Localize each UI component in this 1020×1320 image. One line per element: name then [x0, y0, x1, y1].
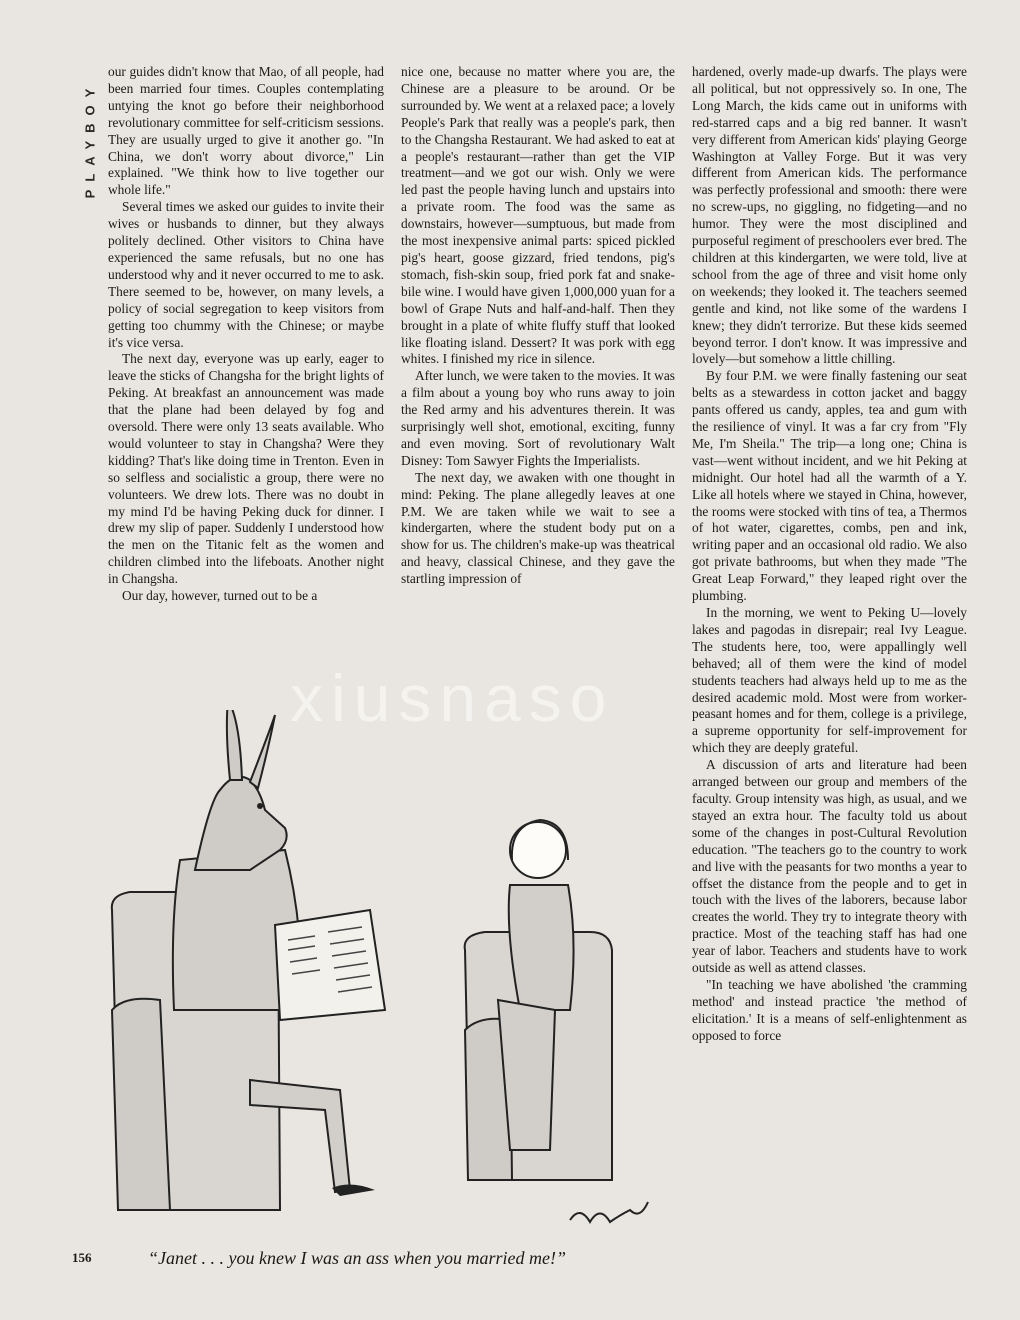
- paragraph: After lunch, we were taken to the movies. It was a film about a young boy who runs away to join the Red army and his adventures therein. It was surprisingly well shot, emotional, exciting, funny and even moving. Sort of revolutionary Walt Disney: Tom Sawyer Fights the Imperialists.: [401, 368, 675, 468]
- paragraph: Our day, however, turned out to be a: [122, 588, 318, 604]
- paragraph: A discussion of arts and literature had been arranged between our group and members of the faculty. Group intensity was high, as usual, and we stayed an extra hour. The faculty told us about some of the changes in post-Cultural Revolution education. "The teachers go to the country to work and live with the peasants for two months a year to offset the distance from the people and to get in touch with the lives of the laborers, because labor creates the world. They try to integrate theory with practice. Most of the teaching staff has had one year of labor. Teachers and students have to work outside as well as attend classes.: [692, 757, 967, 976]
- brand-label: PLAYBOY: [82, 80, 98, 198]
- paragraph: By four P.M. we were finally fastening our seat belts as a stewardess in cotton jacket and baggy pants offered us candy, apples, tea and gum with the resilience of vinyl. It was a far cry from "Fly Me, I'm Sheila." The trip—a long one; China is vast—went without incident, and we hit Peking at midnight. Our hotel had all the warmth of a Y. Like all hotels where we stayed in China, however, the rooms were stocked with tins of tea, a Thermos of hot water, cigarettes, combs, pen and ink, writing paper and an occasional old radio. We also got private bathrooms, but when they made "The Great Leap Forward," they leaped right over the plumbing.: [692, 368, 967, 604]
- text-column-1: [108, 64, 384, 698]
- text-column-2: [401, 64, 675, 698]
- cartoon-caption: “Janet . . . you knew I was an ass when you married me!”: [148, 1248, 566, 1268]
- magazine-brand-vertical: [80, 64, 100, 214]
- paragraph: nice one, because no matter where you are, the Chinese are a pleasure to be around. Or be surrounded by. We went at a relaxed pace; a lovely People's Park that really was a people's park, then to the Changsha Restaurant. We had asked to eat at a people's restaurant—rather than get the VIP treatment—and we got our wish. Only we were led past the people having lunch and upstairs into a private room. The food was the same as downstairs, however—sumptuous, but made from the most inexpensive animal parts: spiced pickled pig's heart, goose gizzard, fried tendons, pig's stomach, fish-skin soup, fried pork fat and snake-bile wine. I would have given 1,000,000 yuan for a bowl of Grape Nuts and half-and-half. Then they brought in a plate of white fluffy stuff that looked like floating island. Dessert? It was pork with egg whites. I finished my rice in silence.: [401, 64, 675, 367]
- paragraph: The next day, we awaken with one thought in mind: Peking. The plane allegedly leaves at one P.M. We are taken while we wait to see a kindergarten, where the student body put on a show for us. The children's make-up was theatrical and heavy, classical Chinese, and they gave the startling impression of: [401, 469, 675, 587]
- paragraph: our guides didn't know that Mao, of all people, had been married four times. Couples contemplating untying the knot go before their neighborhood revolutionary committee for self-criticism sessions. They are usually urged to give it another go. "In China, we don't worry about divorce," Lin explained. "We think how to live together our whole life.": [108, 64, 384, 198]
- cartoon-signature: Mal: [620, 1245, 622, 1246]
- paragraph: hardened, overly made-up dwarfs. The plays were all political, but not oppressively so. In one, The Long March, the kids came out in uniforms with red-starred caps and a big red banner. It wasn't very different from American kids' playing George Washington at Valley Forge. But it was very different from American kids. The performance was perfectly professional and smooth: there were no screw-ups, no giggling, no fidgeting—and no humor. They were the most disciplined and purposeful regiment of preschoolers ever bred. The children at this kindergarten, we were told, live at school from the age of three and visit home only on weekends; they looked it. The teachers seemed gentle and kind, not like some of the wardens I knew; they didn't terrorize. But these kids seemed beyond terror. I don't know. It was impressive and lovely—but somehow a little chilling.: [692, 64, 967, 367]
- paragraph: In the morning, we went to Peking U—lovely lakes and pagodas in disrepair; real Ivy League. The students here, too, were appallingly well behaved; all of them were the kind of model students teachers had always held up to me as the desired academic mold. Most were from worker-peasant homes and for them, college is a privilege, a supreme opportunity for self-improvement for which they are deeply grateful.: [692, 605, 967, 756]
- paragraph: Several times we asked our guides to invite their wives or husbands to dinner, but they always politely declined. Other visitors to China have experienced the same refusals, but no one has understood why and it never occurred to me to ask. There seemed to be, however, on many levels, a policy of social segregation to keep visitors from getting too chummy with the Chinese; or maybe it's vice versa.: [108, 199, 384, 350]
- text-column-3: [692, 64, 967, 1274]
- paragraph: "In teaching we have abolished 'the cramming method' and instead practice 'the method of elicitation.' It is a means of self-enlightenment as opposed to force: [692, 976, 967, 1043]
- cartoon-illustration: [100, 710, 670, 1250]
- paragraph: The next day, everyone was up early, eager to leave the sticks of Changsha for the bright lights of Peking. At breakfast an announcement was made that the plane had been delayed by fog and oversold. There were only 13 seats available. Who would volunteer to stay in Changsha? Were they kidding? That's like doing time in Trenton. Even in so selfless and socialistic a group, there were no volunteers. We drew lots. There was no doubt in my mind I'd be having Peking duck for dinner. I drew my slip of paper. Suddenly I understood how the men on the Titanic felt as the women and children climbed into the lifeboats. Another night in Changsha.: [108, 351, 384, 587]
- page-number: 156: [72, 1250, 92, 1265]
- watermark-text: xiusnaso: [290, 661, 615, 735]
